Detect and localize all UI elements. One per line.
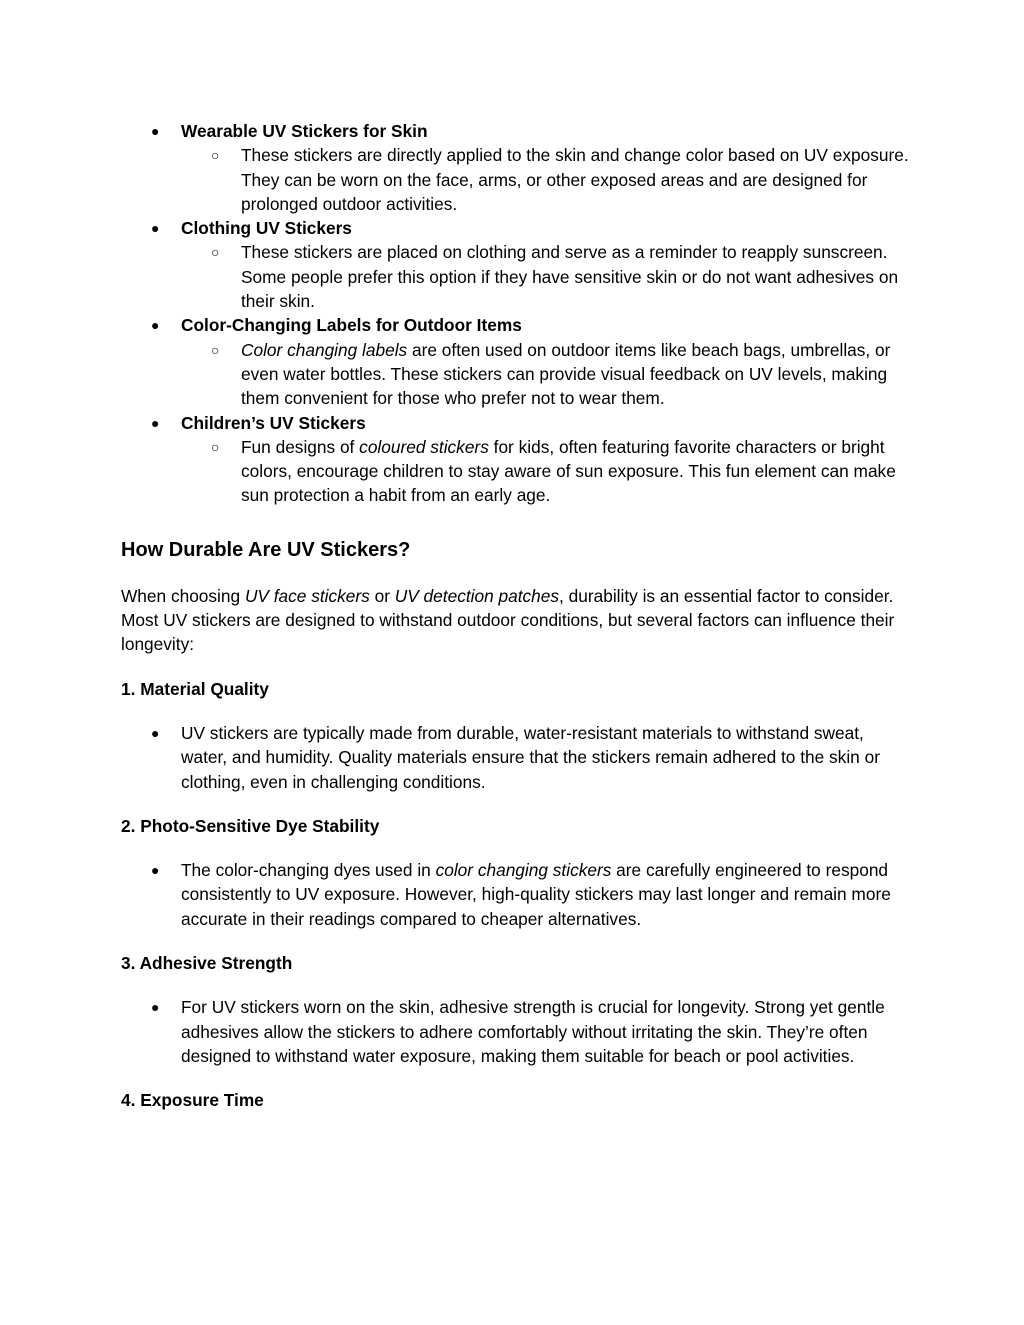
list-item-title: Children’s UV Stickers bbox=[181, 412, 366, 433]
intro-text-italic: UV face stickers bbox=[244, 585, 370, 606]
sub-item-text: are often used on outdoor items like beach bags, umbrellas, or even water bottles. These stickers can provide visual feedback on UV levels, making them convenient for those who prefer not to wear them. bbox=[241, 339, 891, 409]
sub-list bbox=[181, 240, 914, 313]
sub-item-text: for kids, often featuring favorite characters or bright colors, encourage children to stay aware of sun exposure. This fun element can make sun protection a habit from an early age. bbox=[241, 436, 896, 506]
factor-text: The color-changing dyes used in bbox=[181, 860, 436, 881]
factor-text: are carefully engineered to respond consistently to UV exposure. However, high-quality stickers may last longer and remain more accurate in their readings compared to cheaper alternatives. bbox=[181, 860, 891, 929]
sub-item-text-italic: coloured stickers bbox=[359, 436, 489, 457]
bullet-hollow-icon: ○ bbox=[211, 244, 220, 261]
list-item bbox=[121, 119, 914, 216]
factor-heading: 3. Adhesive Strength bbox=[121, 953, 293, 974]
factor-list bbox=[121, 858, 914, 931]
sub-list-item bbox=[181, 240, 914, 313]
bullet-hollow-icon: ○ bbox=[211, 147, 220, 164]
factor-text: UV stickers are typically made from durable, water-resistant materials to withstand sweat, water, and humidity. Quality materials ensure that the stickers remain adhered to the skin or clothing, even in challenging conditions. bbox=[181, 722, 880, 792]
factor-text-italic: color changing stickers bbox=[435, 860, 612, 881]
sub-list-item bbox=[181, 338, 914, 411]
list-item-title: Wearable UV Stickers for Skin bbox=[181, 121, 428, 141]
section-heading: How Durable Are UV Stickers? bbox=[121, 538, 411, 561]
list-item bbox=[121, 313, 914, 410]
sub-list-item bbox=[181, 143, 914, 216]
sub-list-item bbox=[181, 435, 914, 508]
intro-text: When choosing bbox=[121, 585, 245, 606]
sub-item-text: These stickers are placed on clothing and serve as a reminder to reapply sunscreen. Some people prefer this option if they have sensitive skin or do not want adhesives on their skin. bbox=[241, 242, 899, 312]
sub-list bbox=[181, 338, 914, 411]
factor-heading: 2. Photo-Sensitive Dye Stability bbox=[121, 815, 380, 836]
bullet-hollow-icon: ○ bbox=[211, 341, 220, 358]
intro-text: or bbox=[369, 585, 395, 606]
factor-list bbox=[121, 995, 914, 1068]
factor-list-item bbox=[121, 995, 914, 1068]
factor-list-item bbox=[121, 858, 914, 931]
list-item bbox=[121, 411, 914, 508]
factor-list-item bbox=[121, 721, 914, 794]
factor-list bbox=[121, 721, 914, 794]
sub-item-text: These stickers are directly applied to the skin and change color based on UV exposure. They can be worn on the face, arms, or other exposed areas and are designed for prolonged outdoor activities. bbox=[241, 145, 909, 214]
sub-item-text: Fun designs of bbox=[241, 436, 360, 457]
bullet-filled-icon: ● bbox=[151, 999, 160, 1016]
bullet-filled-icon: ● bbox=[151, 123, 160, 139]
list-item-title: Color-Changing Labels for Outdoor Items bbox=[181, 315, 522, 336]
factor-heading: 1. Material Quality bbox=[121, 678, 269, 699]
bullet-filled-icon: ● bbox=[151, 414, 160, 431]
intro-text: , durability is an essential factor to consider. Most UV stickers are designed to withstand outdoor conditions, but several factors can influence their longevity: bbox=[121, 585, 895, 655]
sticker-types-list bbox=[121, 119, 914, 508]
intro-text-italic: UV detection patches bbox=[394, 585, 560, 606]
bullet-filled-icon: ● bbox=[151, 724, 160, 741]
sub-list bbox=[181, 143, 914, 216]
factor-heading: 4. Exposure Time bbox=[121, 1090, 264, 1111]
sub-item-text-italic: Color changing labels bbox=[241, 339, 408, 360]
section-intro bbox=[121, 584, 914, 657]
list-item-title: Clothing UV Stickers bbox=[181, 218, 352, 239]
bullet-filled-icon: ● bbox=[151, 220, 160, 237]
list-item bbox=[121, 216, 914, 313]
factor-text: For UV stickers worn on the skin, adhesive strength is crucial for longevity. Strong yet gentle adhesives allow the stickers to adhere comfortably without irritating the skin. They’re often designed to withstand water exposure, making them suitable for beach or pool activities. bbox=[181, 997, 885, 1066]
bullet-filled-icon: ● bbox=[151, 862, 160, 879]
sub-list bbox=[181, 435, 914, 508]
bullet-hollow-icon: ○ bbox=[211, 438, 220, 455]
bullet-filled-icon: ● bbox=[151, 317, 160, 334]
